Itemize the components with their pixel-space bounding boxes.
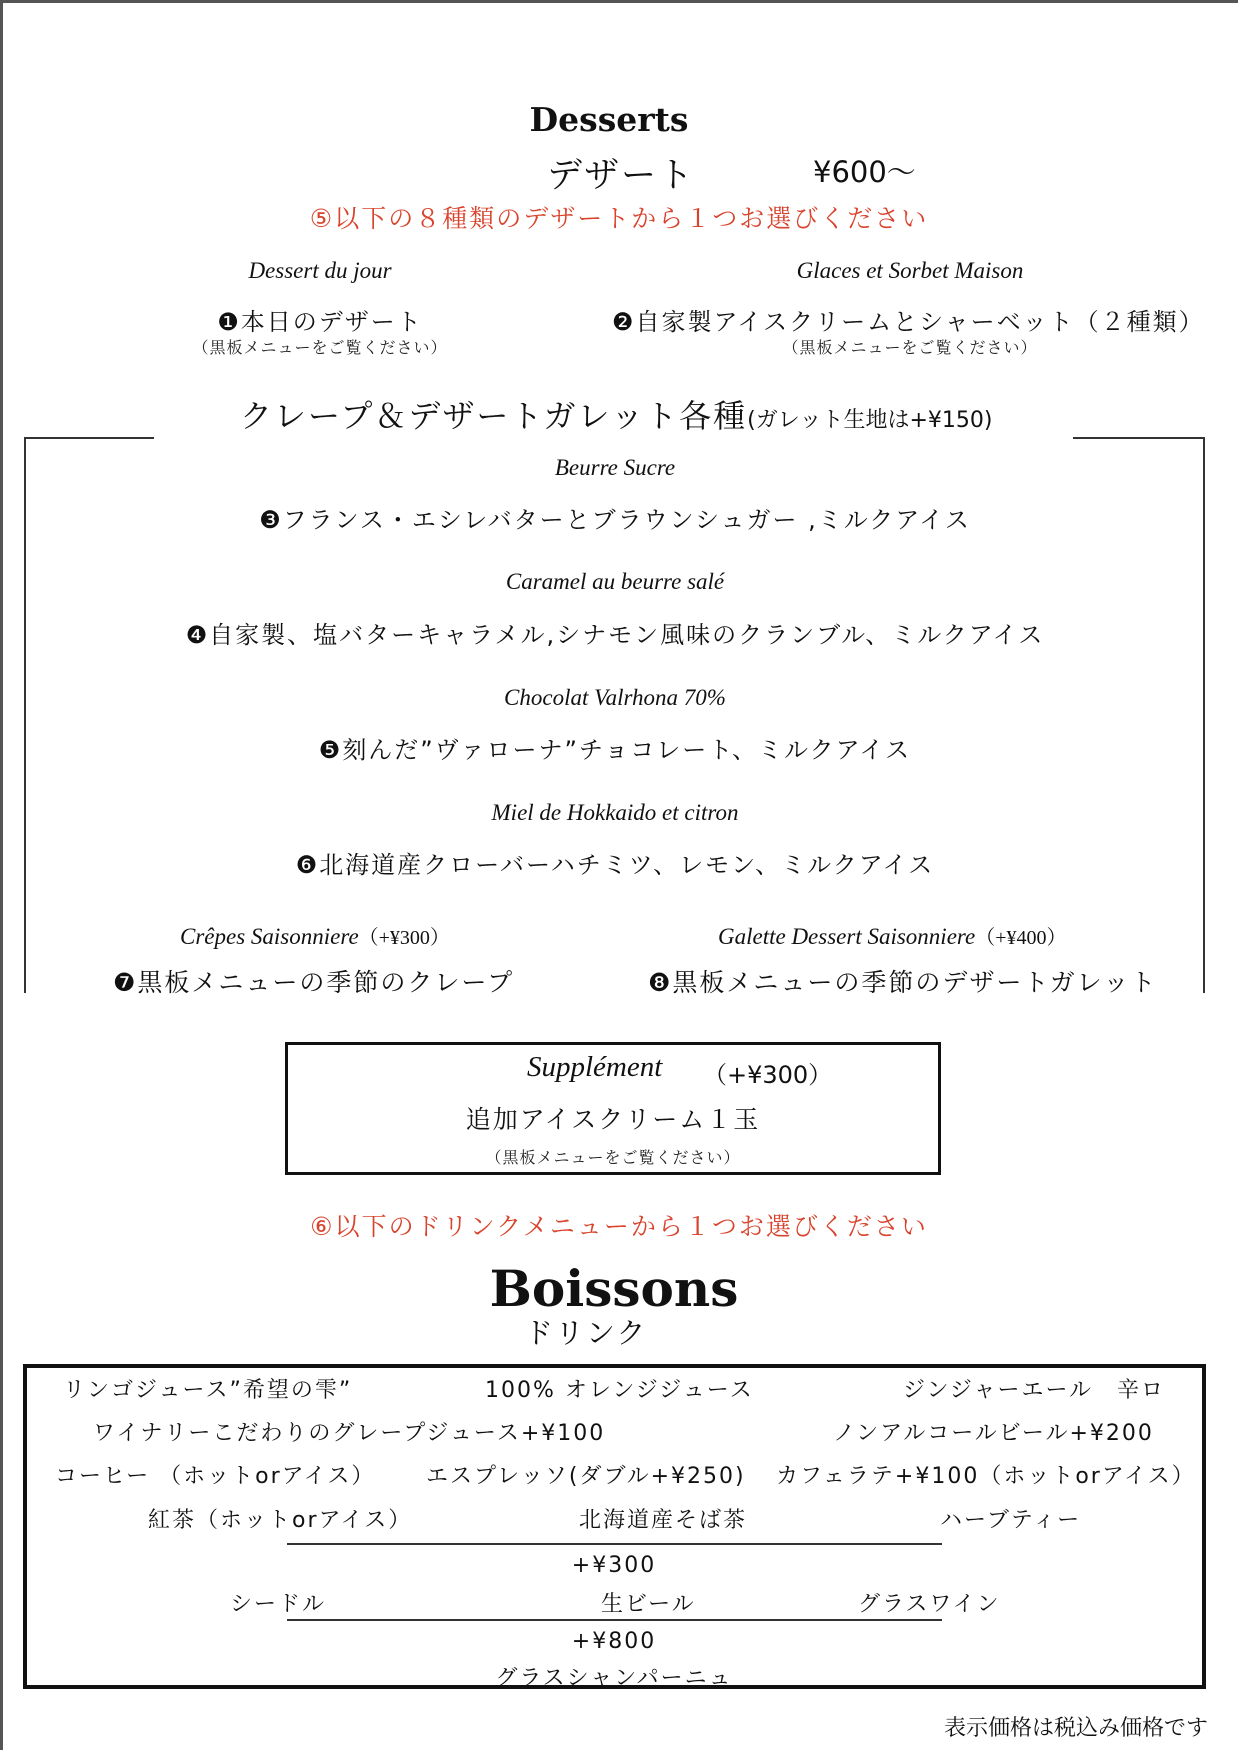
drinks-title-en: Boissons: [489, 1259, 739, 1318]
crepe-4-label: 自家製、塩バターキャラメル,シナモン風味のクランブル、ミルクアイス: [209, 621, 1045, 649]
dessert-2-jp: [612, 302, 1205, 337]
seasonal-7-fr: [180, 921, 450, 950]
supplement-label: 追加アイスクリーム１玉: [465, 1105, 761, 1134]
drink-cidre: シードル: [230, 1592, 327, 1617]
dessert-1-number: ❶: [217, 308, 241, 336]
seasonal-7-jp: [113, 963, 514, 999]
tax-note: 表示価格は税込み価格です: [944, 1716, 1209, 1741]
seasonal-8-jp: [648, 963, 1157, 999]
tier1-price: +¥300: [571, 1553, 657, 1578]
crepe-heading-label: クレープ＆デザートガレット各種: [240, 397, 748, 435]
seasonal-7-price: （+¥300）: [358, 927, 450, 949]
drink-glass-wine: グラスワイン: [858, 1592, 1001, 1617]
crepe-6-fr: Miel de Hokkaido et citron: [491, 800, 739, 825]
crepe-6-label: 北海道産クローバーハチミツ、レモン、ミルクアイス: [319, 851, 935, 879]
crepe-3-fr: Beurre Sucre: [554, 455, 676, 480]
dessert-1-jp: [170, 302, 470, 337]
drink-orange-juice: 100% オレンジジュース: [485, 1378, 754, 1403]
drinks-title-jp: ドリンク: [524, 1316, 648, 1350]
crepe-frame-top-right: [1073, 437, 1205, 439]
supplement-price: （+¥300）: [703, 1061, 833, 1089]
dessert-2-note: （黒板メニューをご覧ください）: [782, 338, 1038, 357]
crepe-frame-top-left: [24, 437, 154, 439]
crepe-3-label: フランス・エシレバターとブラウンシュガー ,ミルクアイス: [282, 506, 971, 534]
drink-instruction: ⑥以下のドリンクメニューから１つお選びください: [310, 1212, 928, 1241]
tier2-price: +¥800: [571, 1629, 657, 1654]
crepe-heading: [240, 391, 993, 437]
crepe-4-fr: Caramel au beurre salé: [505, 569, 725, 594]
drink-apple-juice: リンゴジュース”希望の雫”: [63, 1378, 353, 1403]
dessert-instruction: ⑤以下の８種類のデザートから１つお選びください: [309, 204, 929, 233]
dessert-1-label: 本日のデザート: [240, 308, 423, 336]
seasonal-7-fr-label: Crêpes Saisonniere: [180, 924, 359, 949]
crepe-3-number: ❸: [259, 506, 283, 534]
seasonal-7-label: 黒板メニューの季節のクレープ: [137, 968, 515, 997]
seasonal-7-number: ❼: [113, 968, 138, 997]
crepe-4-jp: [100, 615, 1130, 650]
crepe-3-jp: [140, 500, 1090, 535]
drink-espresso: エスプレッソ(ダブル+¥250): [426, 1464, 746, 1489]
seasonal-8-label: 黒板メニューの季節のデザートガレット: [672, 968, 1158, 997]
drink-tea: 紅茶（ホットorアイス）: [148, 1508, 413, 1533]
drink-cafe-latte: カフェラテ+¥100（ホットorアイス）: [776, 1464, 1196, 1489]
crepe-6-number: ❻: [295, 851, 320, 879]
crepe-frame-right: [1203, 437, 1205, 993]
desserts-title-en: Desserts: [529, 100, 689, 139]
dessert-1-note: （黒板メニューをご覧ください）: [192, 338, 448, 357]
dessert-2-number: ❷: [612, 308, 636, 336]
crepe-5-fr: Chocolat Valrhona 70%: [504, 685, 726, 710]
seasonal-8-fr: [718, 921, 1067, 950]
crepe-4-number: ❹: [185, 621, 210, 649]
seasonal-8-fr-label: Galette Dessert Saisonniere: [718, 924, 976, 949]
page-border-left: [0, 0, 3, 1750]
drink-nonalcohol-beer: ノンアルコールビール+¥200: [833, 1421, 1154, 1446]
dessert-1-fr: Dessert du jour: [248, 258, 392, 283]
crepe-6-jp: [140, 845, 1090, 880]
drinks-divider-1: [287, 1543, 942, 1545]
drink-coffee: コーヒー （ホットorアイス）: [55, 1464, 376, 1489]
crepe-5-number: ❺: [318, 736, 343, 764]
supplement-title: Supplément: [527, 1051, 663, 1083]
supplement-note: （黒板メニューをご覧ください）: [485, 1148, 741, 1167]
drink-ginger-ale: ジンジャーエール 辛ロ: [903, 1378, 1166, 1403]
page-border-top: [0, 0, 1238, 3]
crepe-heading-note: (ガレット生地は+¥150): [747, 408, 993, 433]
crepe-5-jp: [140, 730, 1090, 765]
crepe-5-label: 刻んだ”ヴァローナ”チョコレート、ミルクアイス: [342, 736, 912, 764]
drink-draft-beer: 生ビール: [601, 1592, 696, 1617]
desserts-title-jp: デザート: [547, 156, 696, 196]
drink-champagne: グラスシャンパーニュ: [495, 1666, 733, 1691]
dessert-2-fr: Glaces et Sorbet Maison: [796, 258, 1024, 283]
drink-grape-juice: ワイナリーこだわりのグレープジュース+¥100: [93, 1421, 606, 1446]
desserts-price: ¥600〜: [813, 155, 916, 189]
seasonal-8-price: （+¥400）: [975, 927, 1067, 949]
drinks-divider-2: [287, 1619, 942, 1621]
drink-herb-tea: ハーブティー: [940, 1508, 1082, 1533]
crepe-frame-left: [24, 437, 26, 993]
dessert-2-label: 自家製アイスクリームとシャーベット（２種類）: [635, 308, 1205, 336]
seasonal-8-number: ❽: [648, 968, 673, 997]
drink-soba-tea: 北海道産そば茶: [579, 1508, 748, 1533]
